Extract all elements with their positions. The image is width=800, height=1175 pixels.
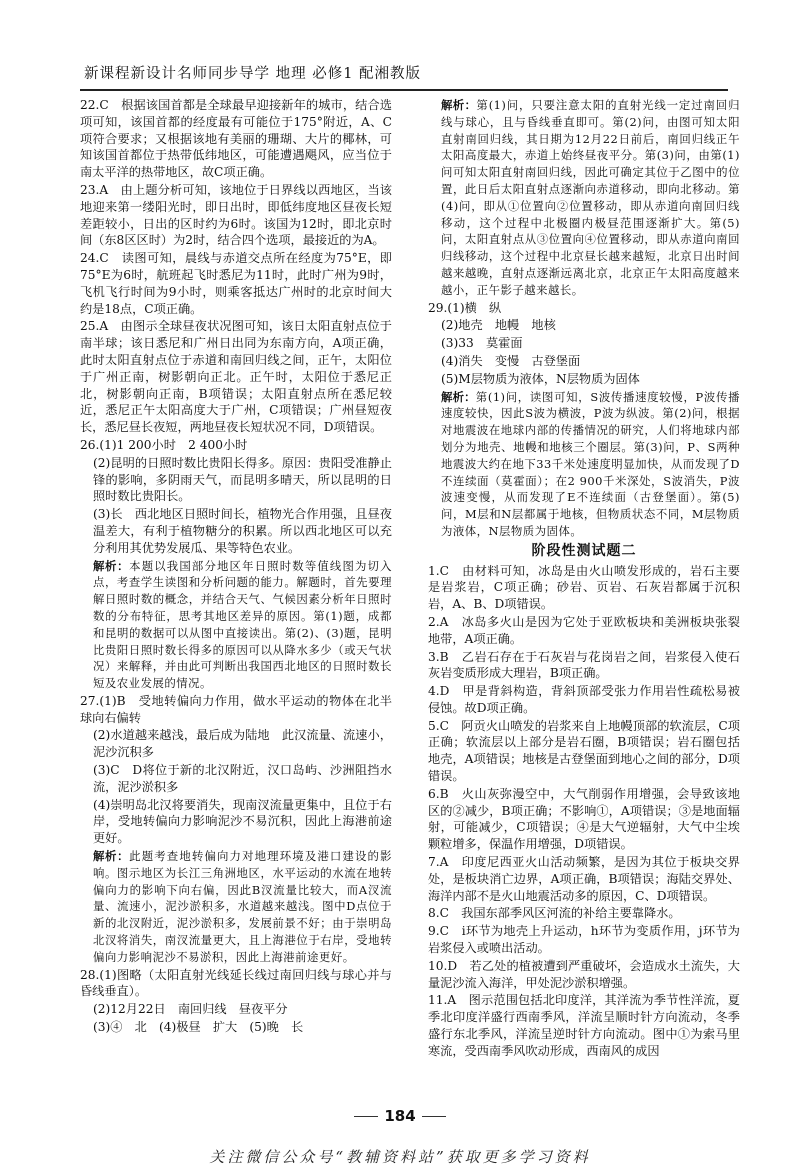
item-text: (3)④ 北 (4)极昼 扩大 (5)晚 长 [93,1020,304,1035]
item-text: (2)12月22日 南回归线 昼夜平分 [93,1002,288,1017]
item-text: 7.A 印度尼西亚火山活动频繁，是因为其位于板块交界处，是板块消亡边界，A项正确，B项错误；海陆交界处、海洋内部不是火山地震活动多的原因，C、D项错误。 [428,855,740,903]
item-text: (2)地壳 地幔 地核 [441,318,556,333]
answer-item [80,182,392,249]
page-number-left-dash [354,1116,378,1117]
page-number [330,1107,470,1125]
answer-item [80,318,392,436]
answer-item [428,786,740,853]
item-text: 1.C 由材料可知，冰岛是由火山喷发形成的，岩石主要是岩浆岩，C项正确；砂岩、页岩、石灰岩都属于沉积岩，A、B、D项错误。 [428,563,740,612]
item-text: (4)崇明岛北汉将要消失，现南汊流量更集中，且位于右岸，受地转偏向力影响泥沙不易沉积，因此上海港前途更好。 [93,797,392,846]
running-header: 新课程新设计名师同步导学 地理 必修1 配湘教版 [84,66,422,82]
answer-subitem [80,455,392,505]
item-text: (3)长 西北地区日照时间长，植物光合作用强，且昼夜温差大，有利于植物糖分的积累。所以西北地区可以充分利用其优势发展瓜、果等特色农业。 [93,507,392,555]
footer-note: 关注微信公众号“教辅资料站”获取更多学习资料 [209,1148,591,1166]
item-text: 6.B 火山灰弥漫空中，大气削弱作用增强，会导致该地区的②减少，B项正确；不影响①，A项错误；③是地面辐射，可能减少，C项错误；④是大气逆辐射，大气中尘埃颗粒增多，保温作用增强，D项错误。 [428,786,740,852]
item-text: 4.D 甲是背斜构造，背斜顶部受张力作用岩性疏松易被侵蚀。故D项正确。 [428,684,740,715]
item-text: 8.C 我国东部季风区河流的补给主要靠降水。 [428,906,681,921]
item-text: 第(1)问，读图可知，S波传播速度较慢，P波传播速度较快，因此S波为横波，P波为纵波。第(2)问，根据对地震波在地球内部的传播情况的研究，人们将地球内部划分为地壳、地幔和地核三个圈层。第(3)问，P、S两种地震波大约在地下33千米处速度明显加快，从而发现了D不连续面（莫霍面）；在2 900千米深处，S波消失，P波波速变慢，从而发现了E不连续面（古登堡面）。第(5)问，M层和N层都属于地核，但物质状态不同，M层物质为液体，N层物质为固体。 [441,389,740,538]
item-text: 2.A 冰岛多火山是因为它处于亚欧板块和美洲板块张裂地带，A项正确。 [428,614,740,646]
answer-subitem [428,317,740,334]
item-text: (3)C D将位于新的北汉附近，汉口岛屿、沙洲阻挡水流，泥沙淤积多 [93,763,392,794]
answer-item [428,992,740,1059]
analysis-paragraph [80,558,392,692]
answer-item [80,693,392,727]
item-text: 9.C i环节为地壳上升运动，h环节为变质作用，j环节为岩浆侵入或喷出活动。 [428,924,740,956]
answer-subitem [80,762,392,796]
item-text: 24.C 读图可知，晨线与赤道交点所在经度为75°E，即75°E为6时，航班起飞时悉尼为11时，此时广州为9时，飞机飞行时间为9小时，则乘客抵达广州时的北京时间大约是18点，C项正确。 [80,251,392,316]
left-column [80,97,392,1037]
answer-item [428,854,740,904]
item-text: 23.A 由上题分析可知，该地位于日界线以西地区，当该地迎来第一缕阳光时，即日出时，即低纬度地区昼夜长短差距较小，日出的区时约为6时。该国为12时，即北京时间（东8区区时）为2时，结合四个选项，最接近的为A。 [80,182,392,248]
item-text: 26.(1)1 200小时 2 400小时 [80,437,248,452]
answer-item [80,97,392,181]
answer-item [80,967,392,1001]
answer-item [80,250,392,317]
answer-item [428,649,740,683]
answer-subitem [428,371,740,388]
page-number-value: 184 [384,1107,416,1125]
item-text: 第(1)问，只要注意太阳的直射光线一定过南回归线与球心，且与昏线垂直即可。第(2)问，由图可知太阳直射南回归线，其日期为12月22日前后，南回归线正午太阳高度最大，赤道上始终昼夜平分。第(3)问，由第(1)问可知太阳直射南回归线，因此可确定其位于乙图中的位置，此日后太阳直射点逐渐向赤道移动，即向北移动。第(4)问，即从①位置向②位置移动，即从赤道向南回归线移动，这个过程中北极圈内极昼范围逐渐扩大。第(5)问，太阳直射点从③位置向④位置移动，即从赤道向南回归线移动，这个过程中北京昼长越来越短，北京日出时间越来越晚，直射点逐渐远离北京，北京正午太阳高度越来越小，正午影子越来越长。 [441,98,740,297]
item-text: 27.(1)B 受地转偏向力作用，做水平运动的物体在北半球向右偏转 [80,693,392,725]
item-text: 本题以我国部分地区年日照时数等值线图为切入点，考查学生读图和分析问题的能力。解题时，首先要理解日照时数的概念，并结合天气、气候因素分析年日照时数的分布特征，思考其地区差异的原因。第(1)题，成都和昆明的数据可以从图中直接读出。第(2)、(3)题，昆明比贵阳日照时数长得多的原因可以从降水多少（或天气状况）来解释，并由此可判断出我国西北地区的日照时数长短及农业发展的情况。 [93,558,392,691]
analysis-paragraph [428,97,740,299]
page-number-right-dash [422,1116,446,1117]
answer-item [428,683,740,717]
analysis-paragraph [428,389,740,540]
analysis-label: 解析： [441,98,477,112]
analysis-label: 解析： [93,849,130,864]
right-column [428,97,740,1061]
answer-item [428,563,740,613]
answer-item [428,718,740,785]
answer-item [428,958,740,992]
item-text: 28.(1)图略（太阳直射光线延长线过南回归线与球心并与昏线垂直）。 [80,967,392,999]
analysis-label: 解析： [93,558,130,573]
answer-item [428,614,740,648]
item-text: (3)33 莫霍面 [441,336,523,351]
answer-subitem [80,1019,392,1036]
answer-item [428,923,740,957]
item-text: (2)水道越来越浅，最后成为陆地 此汉流量、流速小，泥沙沉积多 [93,728,392,760]
analysis-paragraph [80,848,392,966]
answer-subitem [80,506,392,556]
answer-item [428,905,740,922]
item-text: 22.C 根据该国首都是全球最早迎接新年的城市，结合选项可知，该国首都的经度最有可能位于175°附近，A、C项符合要求；又根据该地有美丽的珊瑚、大片的椰林，可知该国首都位于热带低纬地区，可能遭遇飓风，应当位于南太平洋的热带地区，故C项正确。 [80,98,392,180]
item-text: (2)昆明的日照时数比贵阳长得多。原因：贵阳受准静止锋的影响，多阴雨天气，而昆明多晴天，所以昆明的日照时数比贵阳长。 [93,455,392,504]
answer-subitem [80,797,392,847]
item-text: 此题考查地转偏向力对地理环境及港口建设的影响。图示地区为长江三角洲地区，水平运动的水流在地转偏向力的影响下向右偏，因此B汊流量比较大，而A汊流量、流速小，泥沙淤积多，水道越来越浅。图中D点位于新的北汊附近，泥沙淤积多，发展前景不好；由于崇明岛北汊将消失，南汊流量更大，且上海港位于右岸，受地转偏向力影响泥沙不易淤积，因此上海港前途更好。 [93,849,392,964]
analysis-label: 解析： [441,389,476,404]
item-text: 25.A 由图示全球昼夜状况图可知，该日太阳直射点位于南半球；该日悉尼和广州日出同为东南方向，A项正确，此时太阳直射点位于赤道和南回归线之间，正午，太阳位于广州正南，树影朝向正北。正午时，太阳位于悉尼正北，树影朝向正南，B项错误；太阳直射点所在悉尼较近，悉尼正午太阳高度大于广州，C项错误；广州昼短夜长，悉尼昼长夜短，两地昼夜长短状况不同，D项错误。 [80,319,392,435]
item-text: 10.D 若乙处的植被遭到严重破坏，会造成水土流失，大量泥沙流入海洋，甲处泥沙淤积增强。 [428,958,740,990]
item-text: 5.C 阿贡火山喷发的岩浆来自上地幔顶部的软流层，C项正确；软流层以上部分是岩石圈，B项错误；岩石圈包括地壳，A项错误；地核是古登堡面到地心之间的部分，D项错误。 [428,718,740,784]
item-text: (4)消失 变慢 古登堡面 [441,353,581,368]
header-rule [80,89,728,91]
answer-subitem [80,727,392,761]
answer-subitem [428,353,740,370]
answer-item [80,437,392,454]
answer-subitem [80,1001,392,1018]
answer-subitem [428,335,740,352]
item-text: 3.B 乙岩石存在于石灰岩与花岗岩之间，岩浆侵入使石灰岩变质形成大理岩，B项正确。 [428,649,740,681]
answer-item [428,300,740,317]
section-title: 阶段性测试题二 [531,542,637,559]
item-text: (5)M层物质为液体，N层物质为固体 [441,371,640,386]
item-text: 11.A 图示范围包括北印度洋，其洋流为季节性洋流，夏季北印度洋盛行西南季风，洋流呈顺时针方向流动，冬季盛行东北季风，洋流呈逆时针方向流动。图中①为索马里寒流，受西南季风吹动形成，西南风的成因 [428,993,740,1058]
item-text: 29.(1)横 纵 [428,300,502,315]
